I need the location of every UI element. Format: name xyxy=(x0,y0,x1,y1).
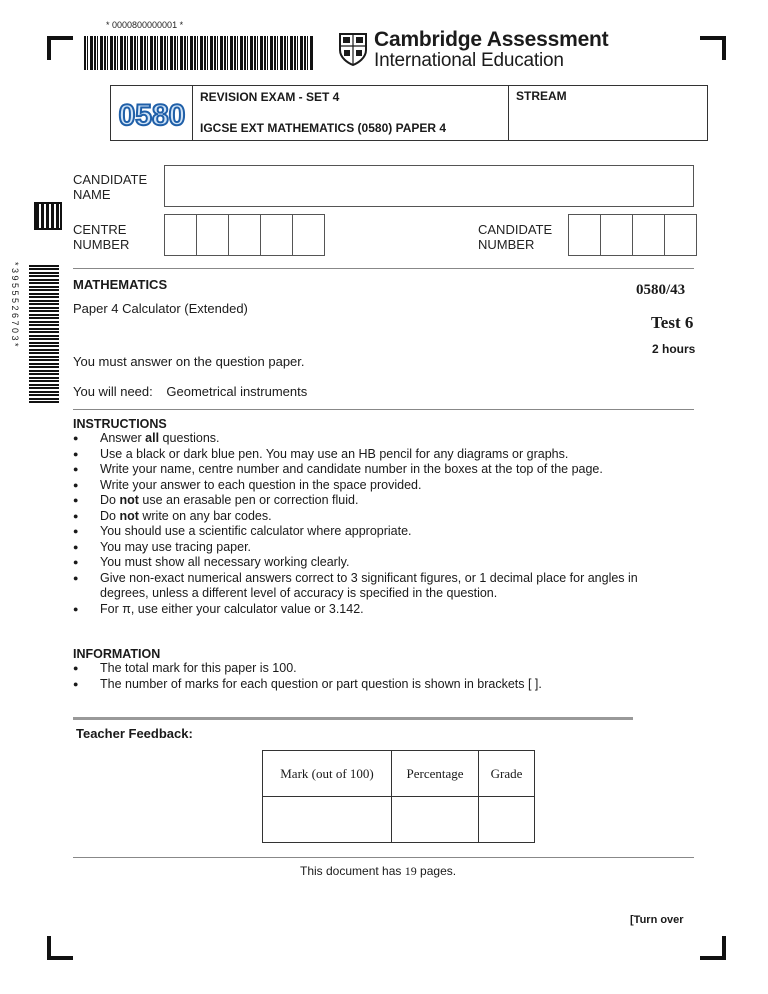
instruction-text: not xyxy=(119,493,139,507)
instruction-item xyxy=(73,447,673,463)
instruction-text: Write your answer to each question in the space provided. xyxy=(100,477,422,492)
side-code: * 3 9 5 5 5 2 6 7 0 3 * xyxy=(10,262,20,347)
instructions-heading: INSTRUCTIONS xyxy=(73,417,167,431)
crop-mark-top-left xyxy=(47,36,73,60)
answer-note: You must answer on the question paper. xyxy=(73,354,305,369)
information-list xyxy=(73,661,693,692)
centre-number-label xyxy=(73,222,129,252)
code-badge-text: 0580 xyxy=(118,99,186,132)
information-section xyxy=(73,647,693,692)
instruction-item xyxy=(73,493,673,509)
page-count-post: pages. xyxy=(416,864,457,878)
turn-over: [Turn over xyxy=(630,914,684,926)
instruction-item xyxy=(73,555,673,571)
stream-label: STREAM xyxy=(516,89,567,103)
instruction-item xyxy=(73,478,673,494)
code-badge xyxy=(116,94,188,134)
mark-cell[interactable] xyxy=(263,797,392,843)
instruction-item xyxy=(73,571,673,602)
instruction-text: Give non-exact numerical answers correct to 3 significant figures, or 1 decimal place for angles in degrees, unless a different level of accuracy is specified in the question. xyxy=(100,570,638,600)
grade-cell[interactable] xyxy=(479,797,535,843)
feedback-table xyxy=(262,750,535,843)
need-line xyxy=(73,384,307,399)
instruction-text: Answer xyxy=(100,431,146,445)
instruction-text: Do xyxy=(100,493,120,507)
instruction-text: For π, use either your calculator value or 3.142. xyxy=(100,601,364,616)
candidate-number-label-line1: CANDIDATE xyxy=(478,222,553,237)
page-count-pre: This document has xyxy=(300,864,405,878)
cambridge-crest-icon xyxy=(338,32,368,66)
col-header-grade: Grade xyxy=(479,751,535,797)
instruction-text: You should use a scientific calculator where appropriate. xyxy=(100,524,412,538)
page-count-number: 19 xyxy=(404,864,417,878)
component-title: Paper 4 Calculator (Extended) xyxy=(73,301,248,316)
need-items: Geometrical instruments xyxy=(166,384,308,399)
instruction-text: write on any bar codes. xyxy=(138,508,272,523)
centre-number-label-line1: CENTRE xyxy=(73,222,127,237)
instruction-item xyxy=(73,602,673,618)
information-item: ● The total mark for this paper is 100. xyxy=(73,661,693,677)
instruction-text: You may use tracing paper. xyxy=(100,539,252,554)
col-header-percentage: Percentage xyxy=(392,751,479,797)
divider xyxy=(73,268,694,269)
test-label: Test 6 xyxy=(651,313,694,332)
crop-mark-bottom-right xyxy=(700,936,726,960)
side-code-wrap xyxy=(6,262,26,404)
percentage-cell[interactable] xyxy=(392,797,479,843)
barcode-number: * 0000800000001 * xyxy=(106,20,184,30)
instruction-text: Use a black or dark blue pen. You may use an HB pencil for any diagrams or graphs. xyxy=(100,446,569,461)
instructions-section xyxy=(73,417,673,617)
feedback-heading: Teacher Feedback: xyxy=(76,726,193,741)
qr-code xyxy=(36,204,60,228)
header-divider xyxy=(192,85,193,141)
instruction-text: Write your name, centre number and candidate number in the boxes at the top of the page. xyxy=(100,462,603,476)
instruction-text: questions. xyxy=(159,431,220,445)
instruction-item xyxy=(73,524,673,540)
candidate-name-field[interactable] xyxy=(164,165,694,207)
instruction-item xyxy=(73,431,673,447)
candidate-number-label xyxy=(478,222,552,252)
header-divider xyxy=(508,85,509,141)
centre-number-label-line2: NUMBER xyxy=(73,237,130,252)
exam-subtitle: IGCSE EXT MATHEMATICS (0580) PAPER 4 xyxy=(200,121,447,135)
instruction-item xyxy=(73,462,673,478)
paper-code: 0580/43 xyxy=(636,282,686,298)
duration: 2 hours xyxy=(652,342,696,356)
candidate-name-label-line2: NAME xyxy=(73,187,111,202)
crop-mark-bottom-left xyxy=(47,936,73,960)
instruction-text: use an erasable pen or correction fluid. xyxy=(138,493,359,507)
feedback-divider xyxy=(73,717,633,720)
candidate-number-field[interactable] xyxy=(568,214,697,256)
information-heading: INFORMATION xyxy=(73,647,161,661)
centre-number-field[interactable] xyxy=(164,214,325,256)
need-label: You will need: xyxy=(73,384,153,399)
candidate-name-label xyxy=(73,172,147,202)
barcode-top xyxy=(84,36,314,70)
instruction-text: all xyxy=(145,431,160,445)
logo-line-1: Cambridge Assessment xyxy=(374,28,609,51)
divider xyxy=(73,409,694,410)
col-header-mark: Mark (out of 100) xyxy=(263,751,392,797)
instruction-item xyxy=(73,540,673,556)
instruction-item xyxy=(73,509,673,525)
crop-mark-top-right xyxy=(700,36,726,60)
page-count xyxy=(300,864,456,879)
logo-line-2: International Education xyxy=(374,50,564,71)
instruction-text: Do xyxy=(100,508,120,523)
instruction-text: not xyxy=(119,508,139,523)
information-item: ● The number of marks for each question or part question is shown in brackets [ ]. xyxy=(73,677,693,693)
instruction-text: You must show all necessary working clearly. xyxy=(100,555,350,569)
footer-divider xyxy=(73,857,694,858)
exam-title: REVISION EXAM - SET 4 xyxy=(200,90,340,104)
subject-title: MATHEMATICS xyxy=(73,277,168,292)
candidate-name-label-line1: CANDIDATE xyxy=(73,172,148,187)
candidate-number-label-line2: NUMBER xyxy=(478,237,535,252)
side-barcode xyxy=(29,263,59,403)
instructions-list xyxy=(73,431,673,617)
